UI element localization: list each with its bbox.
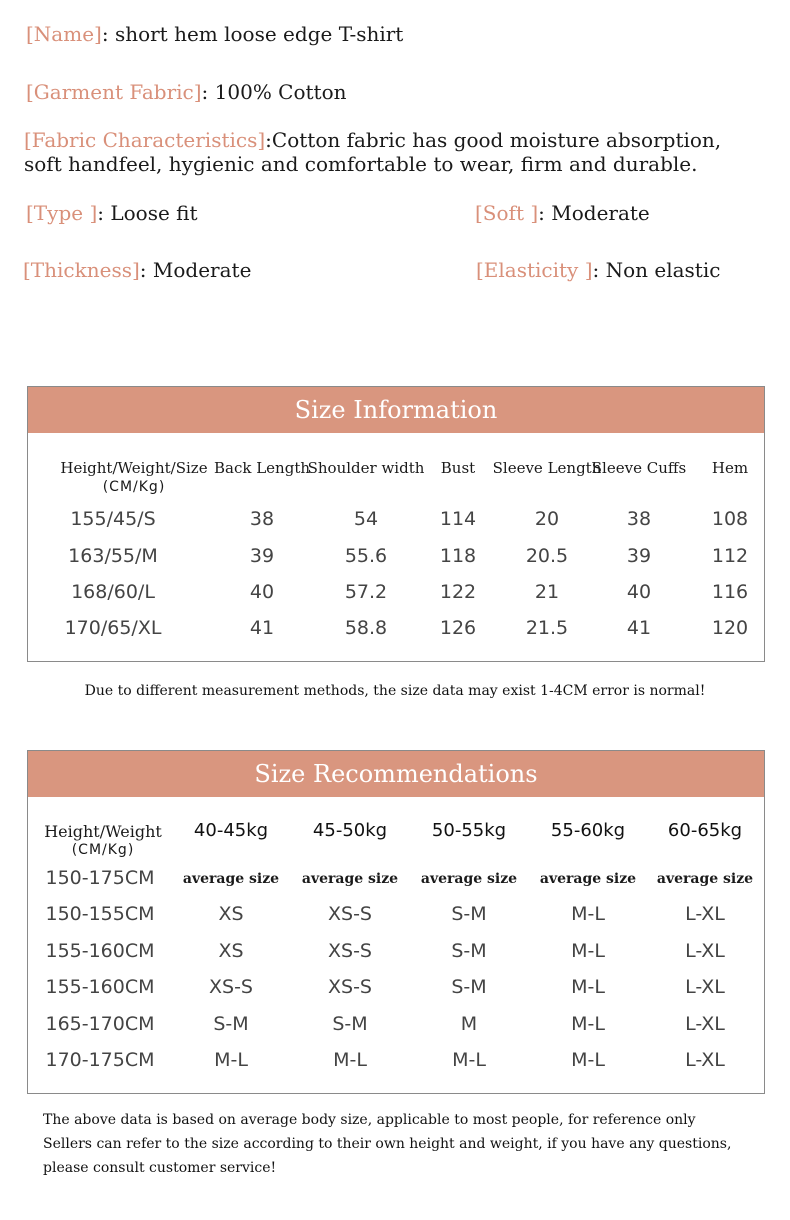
type-value: : Loose fit: [97, 201, 198, 225]
footer-line-3: please consult customer service!: [43, 1160, 277, 1176]
size-rec-header-unit: (CM/Kg): [71, 842, 135, 858]
name-value: : short hem loose edge T-shirt: [101, 22, 404, 46]
size-rec-row-height: 155-160CM: [45, 976, 155, 998]
size-rec-cell: L-XL: [685, 1013, 725, 1035]
attr-type: [26, 201, 198, 225]
size-info-row-size: 168/60/L: [71, 581, 155, 603]
attr-thickness: [23, 258, 251, 282]
attr-soft: [475, 201, 650, 225]
size-info-cell: 40: [249, 581, 275, 603]
attr-characteristics: [24, 128, 764, 176]
size-info-cell: 112: [711, 545, 749, 567]
size-rec-cell: M: [460, 1013, 478, 1035]
size-rec-weight-header: 45-50kg: [312, 820, 388, 841]
fabric-label: [Garment Fabric]: [26, 80, 202, 104]
size-info-cell: 20.5: [525, 545, 569, 567]
size-rec-cell: M-L: [333, 1049, 367, 1071]
soft-label: [Soft ]: [475, 201, 539, 225]
size-rec-weight-header: 50-55kg: [431, 820, 507, 841]
size-info-header-unit: (CM/Kg): [102, 479, 166, 495]
size-rec-table: [27, 750, 765, 1094]
size-info-cell: 54: [353, 508, 379, 530]
size-info-column-header: Sleeve Cuffs: [591, 459, 687, 477]
footer-line-2: Sellers can refer to the size according to their own height and weight, if you have any questions,: [43, 1136, 732, 1152]
size-info-row-size: 170/65/XL: [64, 617, 162, 639]
size-info-row-size: 163/55/M: [68, 545, 158, 567]
size-info-header-first: [28, 459, 240, 497]
size-rec-cell: XS-S: [328, 976, 372, 998]
footer-note: [43, 1108, 773, 1180]
size-rec-average-label: average size: [539, 871, 637, 887]
size-rec-row-height: 170-175CM: [45, 1049, 155, 1071]
footer-line-1: The above data is based on average body size, applicable to most people, for reference only: [43, 1112, 696, 1128]
size-info-cell: 20: [534, 508, 560, 530]
size-info-cell: 40: [626, 581, 652, 603]
size-rec-cell: XS-S: [209, 976, 253, 998]
attr-fabric: [26, 80, 347, 104]
size-info-column-header: Shoulder width: [307, 459, 425, 477]
size-rec-cell: S-M: [213, 1013, 249, 1035]
size-rec-weight-header: 55-60kg: [550, 820, 626, 841]
size-rec-header-label: Height/Weight: [44, 822, 162, 841]
size-info-cell: 39: [626, 545, 652, 567]
size-info-cell: 120: [711, 617, 749, 639]
size-info-cell: 21: [534, 581, 560, 603]
type-label: [Type ]: [26, 201, 98, 225]
size-rec-average-label: average size: [182, 871, 280, 887]
size-rec-cell: L-XL: [685, 1049, 725, 1071]
size-info-cell: 108: [711, 508, 749, 530]
size-rec-first-row-height: 150-175CM: [45, 867, 155, 889]
size-info-cell: 41: [249, 617, 275, 639]
size-rec-cell: M-L: [214, 1049, 248, 1071]
size-rec-weight-header: 60-65kg: [667, 820, 743, 841]
size-info-cell: 39: [249, 545, 275, 567]
size-rec-row-height: 155-160CM: [45, 940, 155, 962]
size-rec-cell: S-M: [451, 976, 487, 998]
size-info-cell: 38: [626, 508, 652, 530]
size-info-cell: 126: [439, 617, 477, 639]
size-rec-cell: M-L: [571, 940, 605, 962]
size-rec-cell: XS-S: [328, 903, 372, 925]
size-info-column-header: Sleeve Length: [492, 459, 602, 477]
size-rec-cell: M-L: [571, 903, 605, 925]
elasticity-value: : Non elastic: [592, 258, 721, 282]
size-info-header-label: Height/Weight/Size: [60, 459, 208, 477]
size-info-title: Size Information: [28, 387, 764, 433]
size-rec-cell: L-XL: [685, 940, 725, 962]
size-rec-row-height: 165-170CM: [45, 1013, 155, 1035]
size-info-note: Due to different measurement methods, the size data may exist 1-4CM error is normal!: [84, 683, 706, 699]
size-info-column-header: Hem: [711, 459, 749, 477]
size-rec-cell: L-XL: [685, 903, 725, 925]
size-rec-title: Size Recommendations: [28, 751, 764, 797]
size-info-cell: 116: [711, 581, 749, 603]
elasticity-label: [Elasticity ]: [476, 258, 593, 282]
size-info-cell: 55.6: [344, 545, 388, 567]
size-rec-cell: M-L: [571, 1049, 605, 1071]
size-rec-cell: M-L: [452, 1049, 486, 1071]
size-info-cell: 58.8: [344, 617, 388, 639]
size-rec-header-first: [28, 822, 178, 860]
attr-elasticity: [476, 258, 720, 282]
size-info-cell: 21.5: [525, 617, 569, 639]
thickness-value: : Moderate: [139, 258, 252, 282]
size-rec-cell: XS-S: [328, 940, 372, 962]
size-info-row-size: 155/45/S: [70, 508, 156, 530]
size-rec-average-label: average size: [301, 871, 399, 887]
size-rec-cell: S-M: [451, 903, 487, 925]
size-info-cell: 118: [439, 545, 477, 567]
size-rec-cell: S-M: [332, 1013, 368, 1035]
characteristics-label: [Fabric Characteristics]: [24, 128, 266, 152]
size-info-column-header: Back Length: [213, 459, 311, 477]
size-info-cell: 38: [249, 508, 275, 530]
name-label: [Name]: [26, 22, 102, 46]
size-info-cell: 41: [626, 617, 652, 639]
size-info-cell: 114: [439, 508, 477, 530]
size-info-column-header: Bust: [440, 459, 476, 477]
characteristics-value: :Cotton fabric has good moisture absorption, soft handfeel, hygienic and comfortable to wear, firm and durable.: [24, 128, 722, 176]
size-rec-average-label: average size: [420, 871, 518, 887]
size-rec-cell: XS: [218, 940, 244, 962]
soft-value: : Moderate: [538, 201, 650, 225]
thickness-label: [Thickness]: [23, 258, 140, 282]
size-rec-average-label: average size: [656, 871, 754, 887]
size-rec-cell: L-XL: [685, 976, 725, 998]
size-rec-row-height: 150-155CM: [45, 903, 155, 925]
size-rec-cell: M-L: [571, 976, 605, 998]
size-rec-cell: S-M: [451, 940, 487, 962]
size-info-cell: 57.2: [344, 581, 388, 603]
size-rec-cell: M-L: [571, 1013, 605, 1035]
size-info-cell: 122: [439, 581, 477, 603]
fabric-value: : 100% Cotton: [201, 80, 347, 104]
size-rec-cell: XS: [218, 903, 244, 925]
size-info-table: [27, 386, 765, 662]
attr-name: [26, 22, 403, 46]
size-rec-weight-header: 40-45kg: [193, 820, 269, 841]
